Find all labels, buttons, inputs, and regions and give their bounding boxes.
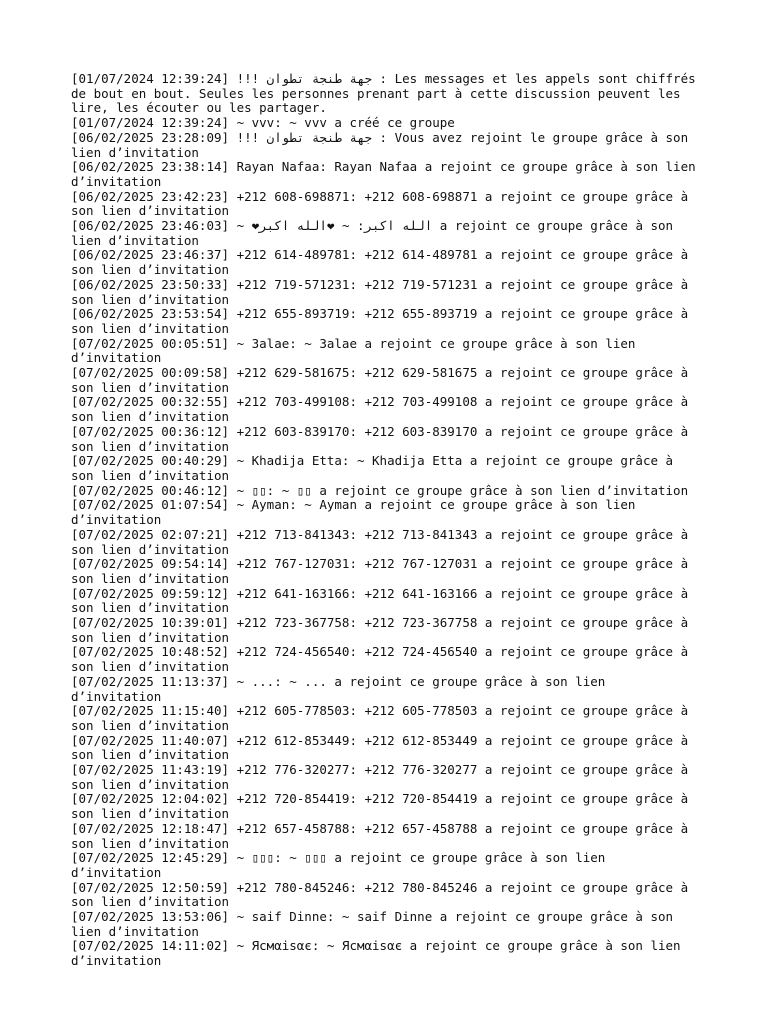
chat-line: [07/02/2025 00:09:58] +212 629-581675: +212 629-581675 a rejoint ce groupe grâce à son lien d’invitation xyxy=(71,365,696,395)
chat-line: [06/02/2025 23:53:54] +212 655-893719: +212 655-893719 a rejoint ce groupe grâce à son lien d’invitation xyxy=(71,306,696,336)
chat-line: [06/02/2025 23:38:14] Rayan Nafaa: Rayan Nafaa a rejoint ce groupe grâce à son lien d’invitation xyxy=(71,159,704,189)
chat-line: [06/02/2025 23:42:23] +212 608-698871: +212 608-698871 a rejoint ce groupe grâce à son lien d’invitation xyxy=(71,188,696,219)
chat-line: [07/02/2025 01:07:54] ~ Ayman: ~ Ayman a rejoint ce groupe grâce à son lien d’invitation xyxy=(71,497,643,528)
chat-line: [07/02/2025 10:39:01] +212 723-367758: +212 723-367758 a rejoint ce groupe grâce à son lien d’invitation xyxy=(71,615,696,645)
chat-line: [07/02/2025 11:40:07] +212 612-853449: +212 612-853449 a rejoint ce groupe grâce à son lien d’invitation xyxy=(71,732,696,763)
chat-export-text xyxy=(71,71,704,969)
chat-line: [06/02/2025 23:46:37] +212 614-489781: +212 614-489781 a rejoint ce groupe grâce à son lien d’invitation xyxy=(71,247,696,278)
chat-line: [07/02/2025 00:05:51] ~ 3alae: ~ 3alae a rejoint ce groupe grâce à son lien d’invitation xyxy=(71,335,643,366)
chat-line: [07/02/2025 12:50:59] +212 780-845246: +212 780-845246 a rejoint ce groupe grâce à son lien d’invitation xyxy=(71,879,696,910)
chat-line: [01/07/2024 12:39:24] ~ vvv: ~ vvv a créé ce groupe xyxy=(71,115,455,131)
chat-line: [07/02/2025 12:04:02] +212 720-854419: +212 720-854419 a rejoint ce groupe grâce à son lien d’invitation xyxy=(71,791,696,822)
chat-line: [07/02/2025 09:59:12] +212 641-163166: +212 641-163166 a rejoint ce groupe grâce à son lien d’invitation xyxy=(71,585,696,616)
chat-line: [07/02/2025 00:46:12] ~ ▯▯: ~ ▯▯ a rejoint ce groupe grâce à son lien d’invitation xyxy=(71,482,689,498)
chat-line: [07/02/2025 00:36:12] +212 603-839170: +212 603-839170 a rejoint ce groupe grâce à son lien d’invitation xyxy=(71,423,696,454)
chat-line: [07/02/2025 14:11:02] ~ Ясмαisαє: ~ Ясмαisαє a rejoint ce groupe grâce à son lien d’invitation xyxy=(71,938,689,969)
chat-line: [07/02/2025 12:18:47] +212 657-458788: +212 657-458788 a rejoint ce groupe grâce à son lien d’invitation xyxy=(71,820,696,851)
chat-line: [07/02/2025 09:54:14] +212 767-127031: +212 767-127031 a rejoint ce groupe grâce à son lien d’invitation xyxy=(71,556,696,586)
chat-line: [07/02/2025 00:40:29] ~ Khadija Etta: ~ Khadija Etta a rejoint ce groupe grâce à son lien d’invitation xyxy=(71,453,681,483)
chat-line: [07/02/2025 11:13:37] ~ ...: ~ ... a rejoint ce groupe grâce à son lien d’invitation xyxy=(71,673,613,704)
chat-line: [01/07/2024 12:39:24] !!! جهة طنجة تطوان : Les messages et les appels sont chiffrés de bout en bout. Seules les personnes prenant part à cette discussion peuvent les lire, les écouter ou les partager. xyxy=(71,71,704,116)
chat-line: [07/02/2025 11:15:40] +212 605-778503: +212 605-778503 a rejoint ce groupe grâce à son lien d’invitation xyxy=(71,703,696,733)
chat-line: [06/02/2025 23:50:33] +212 719-571231: +212 719-571231 a rejoint ce groupe grâce à son lien d’invitation xyxy=(71,276,696,307)
chat-line: [06/02/2025 23:46:03] ~ ❤الله اكبر: ~ ❤الله اكبر a rejoint ce groupe grâce à son lien d’invitation xyxy=(71,218,681,248)
chat-line: [07/02/2025 12:45:29] ~ ▯▯▯: ~ ▯▯▯ a rejoint ce groupe grâce à son lien d’invitation xyxy=(71,850,613,880)
chat-line: [06/02/2025 23:28:09] !!! جهة طنجة تطوان : Vous avez rejoint le groupe grâce à son lien d’invitation xyxy=(71,129,696,160)
chat-line: [07/02/2025 11:43:19] +212 776-320277: +212 776-320277 a rejoint ce groupe grâce à son lien d’invitation xyxy=(71,762,696,792)
chat-line: [07/02/2025 13:53:06] ~ saif Dinne: ~ saif Dinne a rejoint ce groupe grâce à son lien d’invitation xyxy=(71,909,681,939)
chat-line: [07/02/2025 00:32:55] +212 703-499108: +212 703-499108 a rejoint ce groupe grâce à son lien d’invitation xyxy=(71,394,696,425)
chat-line: [07/02/2025 10:48:52] +212 724-456540: +212 724-456540 a rejoint ce groupe grâce à son lien d’invitation xyxy=(71,644,696,675)
chat-line: [07/02/2025 02:07:21] +212 713-841343: +212 713-841343 a rejoint ce groupe grâce à son lien d’invitation xyxy=(71,526,696,557)
